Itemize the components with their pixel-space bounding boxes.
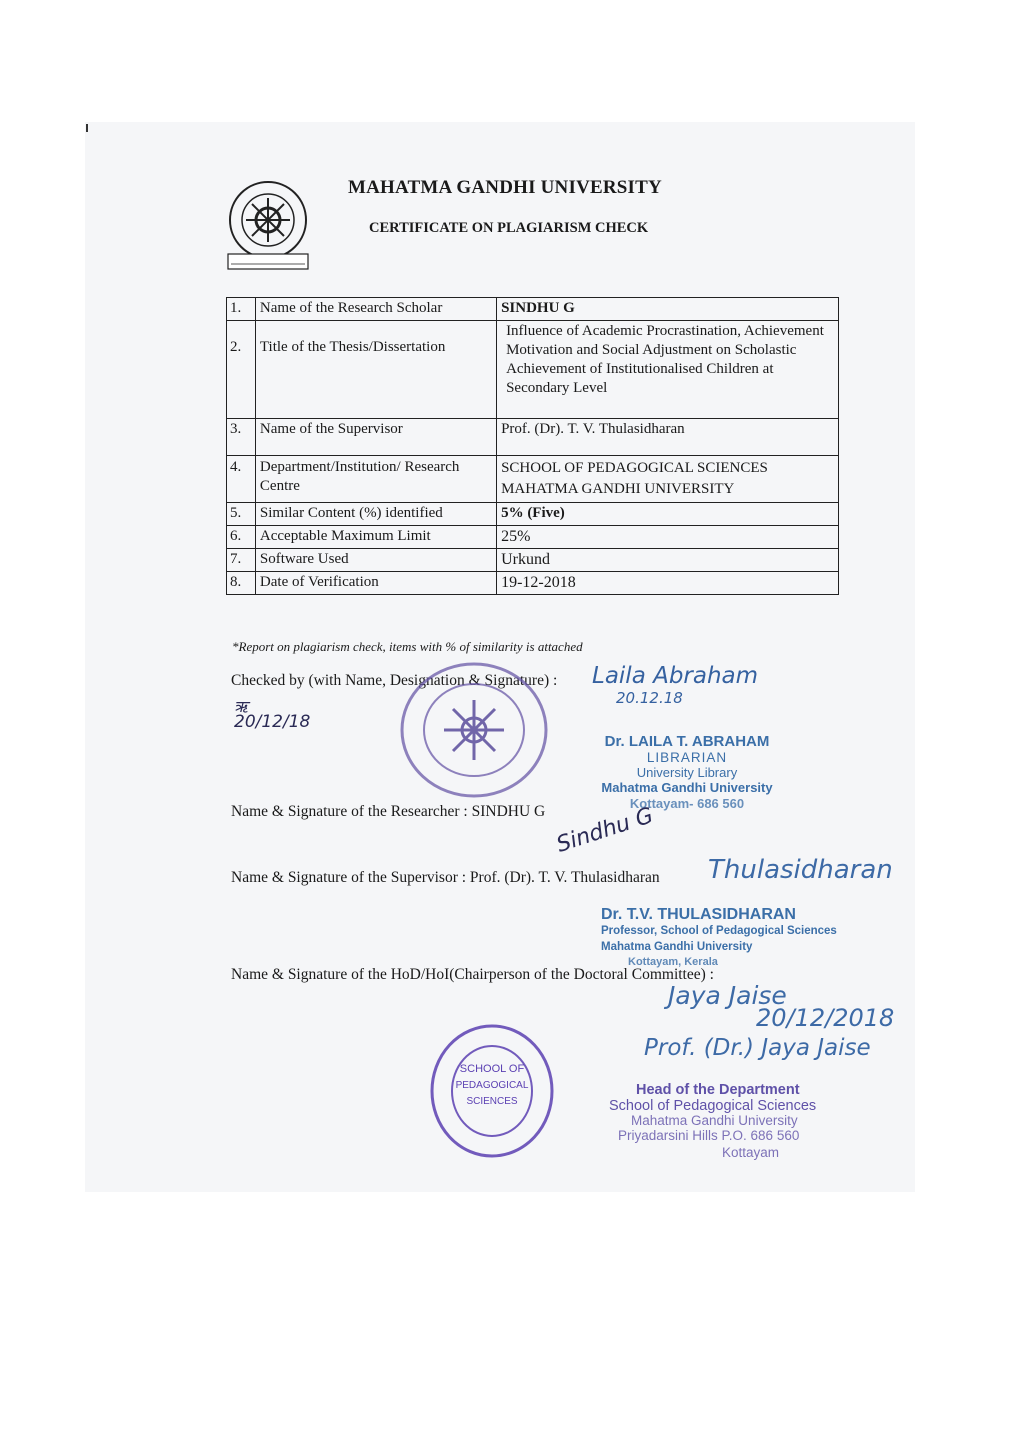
librarian-stamp-title: LIBRARIAN [646,750,728,765]
row-label: Name of the Supervisor [255,419,496,456]
librarian-date: 20.12.18 [616,689,683,707]
row-number: 6. [227,526,256,549]
supervisor-stamp-title: Professor, School of Pedagogical Sciences [601,925,837,937]
librarian-signature: Laila Abraham [592,663,759,689]
certificate-title: CERTIFICATE ON PLAGIARISM CHECK [369,220,649,236]
supervisor-signature: Thulasidharan [708,855,893,885]
row-label: Name of the Research Scholar [255,298,496,321]
table-row [227,549,839,572]
initials-date: 20/12/18 [234,712,311,732]
row-label: Similar Content (%) identified [255,503,496,526]
table-row [227,419,839,456]
row-label: Department/Institution/ Research Centre [255,456,496,503]
seal-line-3: SCIENCES [466,1096,518,1107]
row-value: 25% [497,526,839,549]
researcher-signature: Sindhu G [553,803,657,858]
row-value: Urkund [497,549,839,572]
hod-stamp-city: Kottayam [722,1145,780,1160]
row-number: 2. [227,321,256,419]
university-logo [225,180,311,272]
table-row [227,321,839,419]
row-number: 3. [227,419,256,456]
hod-date: 20/12/2018 [756,1004,895,1032]
row-label: Acceptable Maximum Limit [255,526,496,549]
row-value: 19-12-2018 [497,572,839,595]
row-label: Software Used [255,549,496,572]
seal-line-2: PEDAGOGICAL [455,1080,529,1091]
table-row [227,503,839,526]
row-value: SINDHU G [497,298,839,321]
hod-signature: Jaya Jaise [668,981,787,1010]
school-seal-stamp [426,1020,558,1162]
hod-stamp-university: Mahatma Gandhi University [631,1113,798,1128]
librarian-stamp-library: University Library [636,765,738,780]
row-number: 4. [227,456,256,503]
table-row [227,572,839,595]
details-table [226,297,839,595]
hod-line: Name & Signature of the HoD/HoI(Chairperson of the Doctoral Committee) : [231,966,714,983]
table-row [227,526,839,549]
supervisor-line: Name & Signature of the Supervisor : Prof. (Dr). T. V. Thulasidharan [231,869,660,886]
initials: ऋ [234,697,248,716]
librarian-stamp-university: Mahatma Gandhi University [601,780,773,795]
supervisor-stamp-university: Mahatma Gandhi University [601,941,753,953]
librarian-stamp-address: Kottayam- 686 560 [629,796,745,811]
report-note: *Report on plagiarism check, items with % of similarity is attached [232,639,583,654]
row-value: SCHOOL OF PEDAGOGICAL SCIENCES MAHATMA GANDHI UNIVERSITY [497,456,839,503]
hod-handwritten-name: Prof. (Dr.) Jaya Jaise [644,1035,871,1061]
row-value: 5% (Five) [497,503,839,526]
row-number: 7. [227,549,256,572]
hod-stamp-address: Priyadarsini Hills P.O. 686 560 [618,1128,800,1143]
row-number: 8. [227,572,256,595]
scan-mark [86,124,88,132]
library-seal-stamp [398,660,550,800]
row-number: 1. [227,298,256,321]
row-value: Influence of Academic Procrastination, Achievement Motivation and Social Adjustment on Scholastic Achievement of Institutionalised Children at Secondary Level [497,321,839,419]
row-label: Title of the Thesis/Dissertation [255,321,496,419]
researcher-line: Name & Signature of the Researcher : SINDHU G [231,803,546,820]
university-name: MAHATMA GANDHI UNIVERSITY [348,177,662,198]
supervisor-stamp-address: Kottayam, Kerala [628,956,718,968]
supervisor-stamp-name: Dr. T.V. THULASIDHARAN [601,906,796,923]
row-label: Date of Verification [255,572,496,595]
table-row [227,298,839,321]
hod-stamp-title: Head of the Department [636,1082,800,1098]
checked-by-line: Checked by (with Name, Designation & Signature) : [231,672,558,689]
row-number: 5. [227,503,256,526]
hod-stamp-school: School of Pedagogical Sciences [609,1098,817,1114]
librarian-stamp-name: Dr. LAILA T. ABRAHAM [604,733,770,750]
table-row [227,456,839,503]
row-value: Prof. (Dr). T. V. Thulasidharan [497,419,839,456]
seal-line-1: SCHOOL OF [459,1063,525,1075]
